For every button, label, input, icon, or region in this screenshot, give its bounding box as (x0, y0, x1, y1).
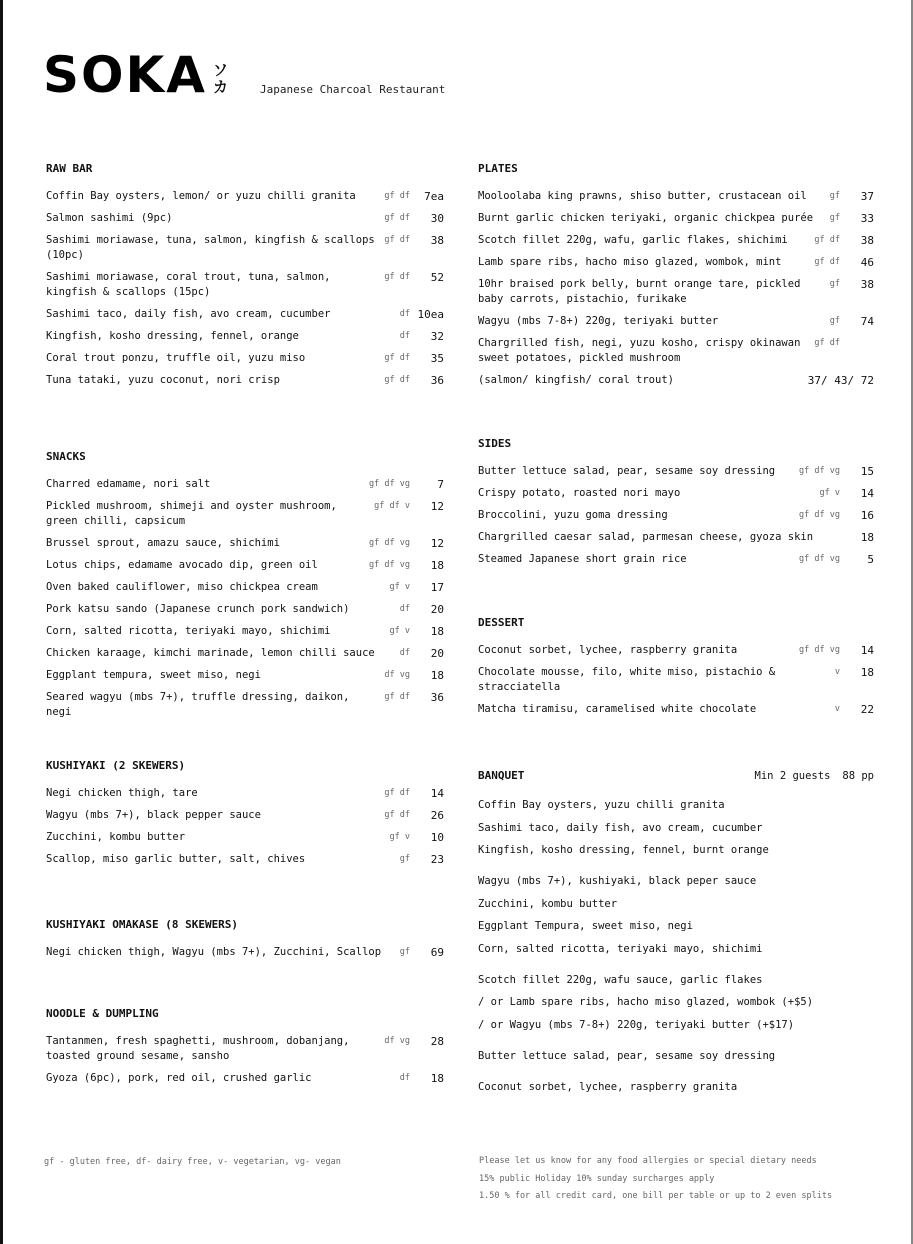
menu-item-dietary-tags: gf df (384, 692, 410, 702)
menu-item-name: Sashimi taco, daily fish, avo cream, cucumber (46, 308, 331, 320)
menu-item-dietary-tags: gf df vg (799, 645, 840, 655)
menu-item-dietary-tags: gf df vg (369, 479, 410, 489)
menu-item-price: 26 (430, 809, 444, 822)
menu-item-price: 16 (860, 509, 874, 522)
menu-item-price: 35 (430, 352, 444, 365)
menu-item-dietary-tags: df vg (384, 670, 410, 680)
menu-item-dietary-tags: gf (399, 947, 410, 957)
menu-item-dietary-tags: v (834, 667, 840, 677)
section-sides (478, 437, 874, 574)
menu-item-price: 12 (430, 500, 444, 513)
section-title: KUSHIYAKI (2 SKEWERS) (46, 759, 186, 772)
menu-item-dietary-tags: gf (829, 316, 840, 326)
menu-item-dietary-tags: gf df (384, 375, 410, 385)
menu-item-dietary-tags: gf (829, 279, 840, 289)
section-title: KUSHIYAKI OMAKASE (8 SKEWERS) (46, 918, 239, 931)
menu-item-price: 23 (430, 853, 444, 866)
menu-item-name: Wagyu (mbs 7+), black pepper sauce (46, 809, 261, 821)
menu-item-dietary-tags: gf v (389, 832, 410, 842)
menu-item (478, 464, 874, 479)
section-noodle-dumpling (46, 1007, 444, 1093)
menu-item-dietary-tags: gf df vg (369, 538, 410, 548)
menu-item-price: 20 (430, 647, 444, 660)
menu-item-dietary-tags: gf df vg (799, 466, 840, 476)
menu-item (46, 1071, 444, 1086)
banquet-course-item: Corn, salted ricotta, teriyaki mayo, shichimi (478, 942, 763, 955)
menu-item-price: 37 (860, 190, 874, 203)
menu-item-price: 18 (430, 559, 444, 572)
menu-item-name: Eggplant tempura, sweet miso, negi (46, 669, 261, 681)
logo-kana-2: カ (212, 78, 228, 96)
menu-item (478, 233, 874, 248)
banquet-course-item: Sashimi taco, daily fish, avo cream, cucumber (478, 821, 763, 834)
item-list (478, 464, 874, 567)
banquet-header (478, 769, 874, 782)
menu-item (46, 270, 444, 300)
banquet-course-item: Zucchini, kombu butter (478, 897, 618, 910)
menu-item-dietary-tags: df (399, 331, 410, 341)
menu-item-dietary-tags: gf v (389, 582, 410, 592)
menu-item-dietary-tags: gf df v (374, 501, 410, 511)
banquet-course-item: Coconut sorbet, lychee, raspberry granita (478, 1080, 738, 1093)
menu-item-name: Lotus chips, edamame avocado dip, green oil (46, 559, 318, 571)
menu-item-name: Chargrilled caesar salad, parmesan cheese, gyoza skin (478, 531, 814, 543)
menu-item (478, 314, 874, 329)
menu-item-name: 10hr braised pork belly, burnt orange tare, pickled baby carrots, pistachio, furikake (478, 278, 801, 305)
menu-item-name: Pickled mushroom, shimeji and oyster mushroom, green chilli, capsicum (46, 500, 337, 527)
item-list (46, 1034, 444, 1086)
menu-item (478, 508, 874, 523)
menu-item-name: Lamb spare ribs, hacho miso glazed, wombok, mint (478, 256, 782, 268)
menu-item-name: Corn, salted ricotta, teriyaki mayo, shichimi (46, 625, 331, 637)
menu-item (46, 580, 444, 595)
banquet-price: 88 pp (842, 770, 874, 782)
menu-item-price: 38 (430, 234, 444, 247)
banquet-course-item: Kingfish, kosho dressing, fennel, burnt orange (478, 844, 769, 856)
menu-item-price: 18 (430, 625, 444, 638)
menu-item-name: Tuna tataki, yuzu coconut, nori crisp (46, 374, 280, 386)
menu-item (46, 211, 444, 226)
menu-item-dietary-tags: df vg (384, 1036, 410, 1046)
menu-item (478, 552, 874, 567)
menu-item-price: 10ea (417, 308, 444, 321)
menu-item-name: Broccolini, yuzu goma dressing (478, 509, 668, 521)
footer-notes (479, 1153, 832, 1206)
menu-item-name: Mooloolaba king prawns, shiso butter, crustacean oil (478, 190, 807, 202)
item-list (46, 477, 444, 720)
menu-item-price: 18 (860, 666, 874, 679)
section-title: NOODLE & DUMPLING (46, 1007, 159, 1020)
menu-item-name: Burnt garlic chicken teriyaki, organic chickpea purée (478, 212, 814, 224)
banquet-course-group (478, 973, 874, 1033)
menu-item (46, 852, 444, 867)
menu-item-name: Chocolate mousse, filo, white miso, pistachio & stracciatella (478, 666, 776, 693)
menu-item-name: Crispy potato, roasted nori mayo (478, 487, 681, 499)
item-list (46, 945, 444, 960)
menu-item-price: 20 (430, 603, 444, 616)
menu-item-dietary-tags: gf df vg (799, 554, 840, 564)
menu-item-name: Kingfish, kosho dressing, fennel, orange (46, 330, 299, 342)
menu-item (46, 351, 444, 366)
menu-item-price: 30 (430, 212, 444, 225)
restaurant-logo (43, 46, 228, 104)
menu-item-name: Tantanmen, fresh spaghetti, mushroom, dobanjang, toasted ground sesame, sansho (46, 1035, 350, 1062)
menu-item-name: Zucchini, kombu butter (46, 831, 186, 843)
banquet-course-item: / or Wagyu (mbs 7-8+) 220g, teriyaki butter (+$17) (478, 1018, 795, 1031)
menu-item-name: Scotch fillet 220g, wafu, garlic flakes, shichimi (478, 234, 788, 246)
section-snacks (46, 450, 444, 727)
menu-item-dietary-tags: df (399, 604, 410, 614)
menu-item-name: Coconut sorbet, lychee, raspberry granita (478, 644, 738, 656)
menu-item-dietary-tags: df (399, 309, 410, 319)
menu-item-name: Coral trout ponzu, truffle oil, yuzu miso (46, 352, 306, 364)
menu-item-dietary-tags: gf df (384, 353, 410, 363)
menu-item-price: 52 (430, 271, 444, 284)
banquet-course-group (478, 1080, 874, 1095)
banquet-course-group (478, 1049, 874, 1064)
dietary-legend: gf - gluten free, df- dairy free, v- vegetarian, vg- vegan (44, 1157, 341, 1167)
section-raw-bar (46, 162, 444, 395)
menu-item (478, 189, 874, 204)
menu-item-price: 46 (860, 256, 874, 269)
footer-note: 1.50 % for all credit card, one bill per table or up to 2 even splits (479, 1191, 833, 1201)
menu-item-price: 7ea (424, 190, 444, 203)
menu-item (46, 646, 444, 661)
menu-item (46, 786, 444, 801)
menu-item-dietary-tags: gf df (814, 257, 840, 267)
menu-item (478, 211, 874, 226)
menu-item-name: Coffin Bay oysters, lemon/ or yuzu chilli granita (46, 190, 356, 202)
menu-item-name: Sashimi moriawase, tuna, salmon, kingfish & scallops (10pc) (46, 234, 375, 261)
page-edge-left (0, 0, 3, 1244)
menu-item-price: 14 (860, 487, 874, 500)
menu-item (46, 233, 444, 263)
menu-item (478, 665, 874, 695)
section-kushiyaki (46, 759, 444, 874)
menu-item-dietary-tags: gf (829, 213, 840, 223)
menu-item-dietary-tags: gf df vg (799, 510, 840, 520)
menu-item-price: 74 (860, 315, 874, 328)
menu-item-name: (salmon/ kingfish/ coral trout) (478, 374, 674, 386)
menu-item-dietary-tags: gf df (814, 338, 840, 348)
menu-item (478, 702, 874, 717)
menu-item-name: Sashimi moriawase, coral trout, tuna, salmon, kingfish & scallops (15pc) (46, 271, 331, 298)
menu-item (478, 643, 874, 658)
menu-item (46, 1034, 444, 1064)
menu-item-price: 5 (867, 553, 874, 566)
menu-item-name: Wagyu (mbs 7-8+) 220g, teriyaki butter (478, 315, 719, 327)
menu-item-price: 14 (430, 787, 444, 800)
menu-item (46, 624, 444, 639)
logo-kana-1: ソ (212, 61, 228, 79)
menu-item-price: 69 (430, 946, 444, 959)
banquet-course-group (478, 874, 874, 957)
menu-item-price: 12 (430, 537, 444, 550)
menu-item-name: Gyoza (6pc), pork, red oil, crushed garlic (46, 1072, 312, 1084)
footer-note: Please let us know for any food allergies or special dietary needs (479, 1156, 817, 1166)
item-list (478, 189, 874, 388)
section-title: RAW BAR (46, 162, 93, 175)
logo-wordmark: SOKA (43, 46, 207, 104)
menu-item-name: Oven baked cauliflower, miso chickpea cream (46, 581, 318, 593)
menu-item (46, 477, 444, 492)
menu-item-price: 22 (860, 703, 874, 716)
menu-item (478, 277, 874, 307)
menu-item-price: 36 (430, 691, 444, 704)
menu-item-price: 7 (437, 478, 444, 491)
menu-item-dietary-tags: gf (829, 191, 840, 201)
section-dessert (478, 616, 874, 724)
menu-item (46, 668, 444, 683)
menu-item-dietary-tags: gf df (814, 235, 840, 245)
banquet-course-item: / or Lamb spare ribs, hacho miso glazed, wombok (+$5) (478, 996, 814, 1008)
menu-item-price: 38 (860, 234, 874, 247)
menu-item-price: 37/ 43/ 72 (807, 374, 874, 387)
menu-item (478, 336, 874, 366)
menu-item-price: 18 (430, 669, 444, 682)
menu-item-name: Negi chicken thigh, Wagyu (mbs 7+), Zucchini, Scallop (46, 946, 382, 958)
banquet-courses (478, 798, 874, 1095)
banquet-course-item: Wagyu (mbs 7+), kushiyaki, black peper sauce (478, 875, 757, 887)
menu-item-dietary-tags: gf (399, 854, 410, 864)
section-title: BANQUET (478, 769, 525, 782)
section-banquet (478, 769, 874, 1111)
menu-item-price: 18 (430, 1072, 444, 1085)
banquet-course-item: Coffin Bay oysters, yuzu chilli granita (478, 799, 725, 811)
menu-item-name: Matcha tiramisu, caramelised white chocolate (478, 703, 757, 715)
menu-item (46, 808, 444, 823)
menu-item-name: Chargrilled fish, negi, yuzu kosho, crispy okinawan sweet potatoes, pickled mushroom (478, 337, 801, 364)
menu-item (46, 536, 444, 551)
menu-item-price: 32 (430, 330, 444, 343)
menu-item-price: 18 (860, 531, 874, 544)
section-title: SIDES (478, 437, 512, 450)
menu-item-dietary-tags: df (399, 648, 410, 658)
menu-item-name: Negi chicken thigh, tare (46, 787, 198, 799)
item-list (478, 643, 874, 717)
menu-item-dietary-tags: v (834, 704, 840, 714)
menu-item-name: Steamed Japanese short grain rice (478, 553, 687, 565)
banquet-course-item: Butter lettuce salad, pear, sesame soy dressing (478, 1049, 776, 1062)
banquet-min-guests: Min 2 guests (754, 770, 831, 782)
menu-item (46, 307, 444, 322)
logo-kana (213, 62, 228, 96)
menu-item-dietary-tags: gf v (819, 488, 840, 498)
menu-item-dietary-tags: gf df (384, 213, 410, 223)
item-list (46, 786, 444, 867)
menu-item-price: 17 (430, 581, 444, 594)
menu-item-price: 33 (860, 212, 874, 225)
menu-item-name: Charred edamame, nori salt (46, 478, 211, 490)
menu-item-dietary-tags: gf df (384, 272, 410, 282)
menu-item-name: Scallop, miso garlic butter, salt, chives (46, 853, 306, 865)
menu-item (46, 602, 444, 617)
banquet-course-item: Eggplant Tempura, sweet miso, negi (478, 920, 693, 932)
menu-item-dietary-tags: gf df (384, 810, 410, 820)
menu-item-price: 36 (430, 374, 444, 387)
menu-item-dietary-tags: gf df (384, 788, 410, 798)
banquet-course-item: Scotch fillet 220g, wafu sauce, garlic flakes (478, 973, 763, 986)
menu-item (46, 558, 444, 573)
menu-item-dietary-tags: gf df vg (369, 560, 410, 570)
menu-item-name: Brussel sprout, amazu sauce, shichimi (46, 537, 280, 549)
menu-item (478, 255, 874, 270)
menu-item (478, 373, 874, 388)
menu-item (478, 530, 874, 545)
menu-item-name: Pork katsu sando (Japanese crunch pork sandwich) (46, 603, 350, 615)
menu-item-price: 28 (430, 1035, 444, 1048)
section-title: DESSERT (478, 616, 525, 629)
restaurant-tagline: Japanese Charcoal Restaurant (260, 83, 446, 96)
item-list (46, 189, 444, 388)
menu-item-dietary-tags: gf df (384, 191, 410, 201)
menu-item (478, 486, 874, 501)
section-title: SNACKS (46, 450, 86, 463)
menu-item (46, 499, 444, 529)
menu-item-name: Butter lettuce salad, pear, sesame soy dressing (478, 465, 776, 477)
menu-item-name: Seared wagyu (mbs 7+), truffle dressing, daikon, negi (46, 691, 350, 718)
menu-item (46, 945, 444, 960)
banquet-course-group (478, 798, 874, 858)
menu-item (46, 690, 444, 720)
menu-item-dietary-tags: gf df (384, 235, 410, 245)
section-plates (478, 162, 874, 395)
section-title: PLATES (478, 162, 518, 175)
menu-item (46, 329, 444, 344)
menu-item-name: Salmon sashimi (9pc) (46, 212, 173, 224)
footer-note: 15% public Holiday 10% sunday surcharges apply (479, 1173, 715, 1184)
menu-item (46, 830, 444, 845)
menu-item-price: 10 (430, 831, 444, 844)
menu-item-price: 14 (860, 644, 874, 657)
menu-item-dietary-tags: df (399, 1073, 410, 1083)
menu-item-name: Chicken karaage, kimchi marinade, lemon chilli sauce (46, 647, 375, 659)
menu-item (46, 189, 444, 204)
menu-item (46, 373, 444, 388)
menu-item-dietary-tags: gf v (389, 626, 410, 636)
menu-item-price: 38 (860, 278, 874, 291)
section-kushiyaki-omakase (46, 918, 444, 967)
menu-item-price: 15 (860, 465, 874, 478)
